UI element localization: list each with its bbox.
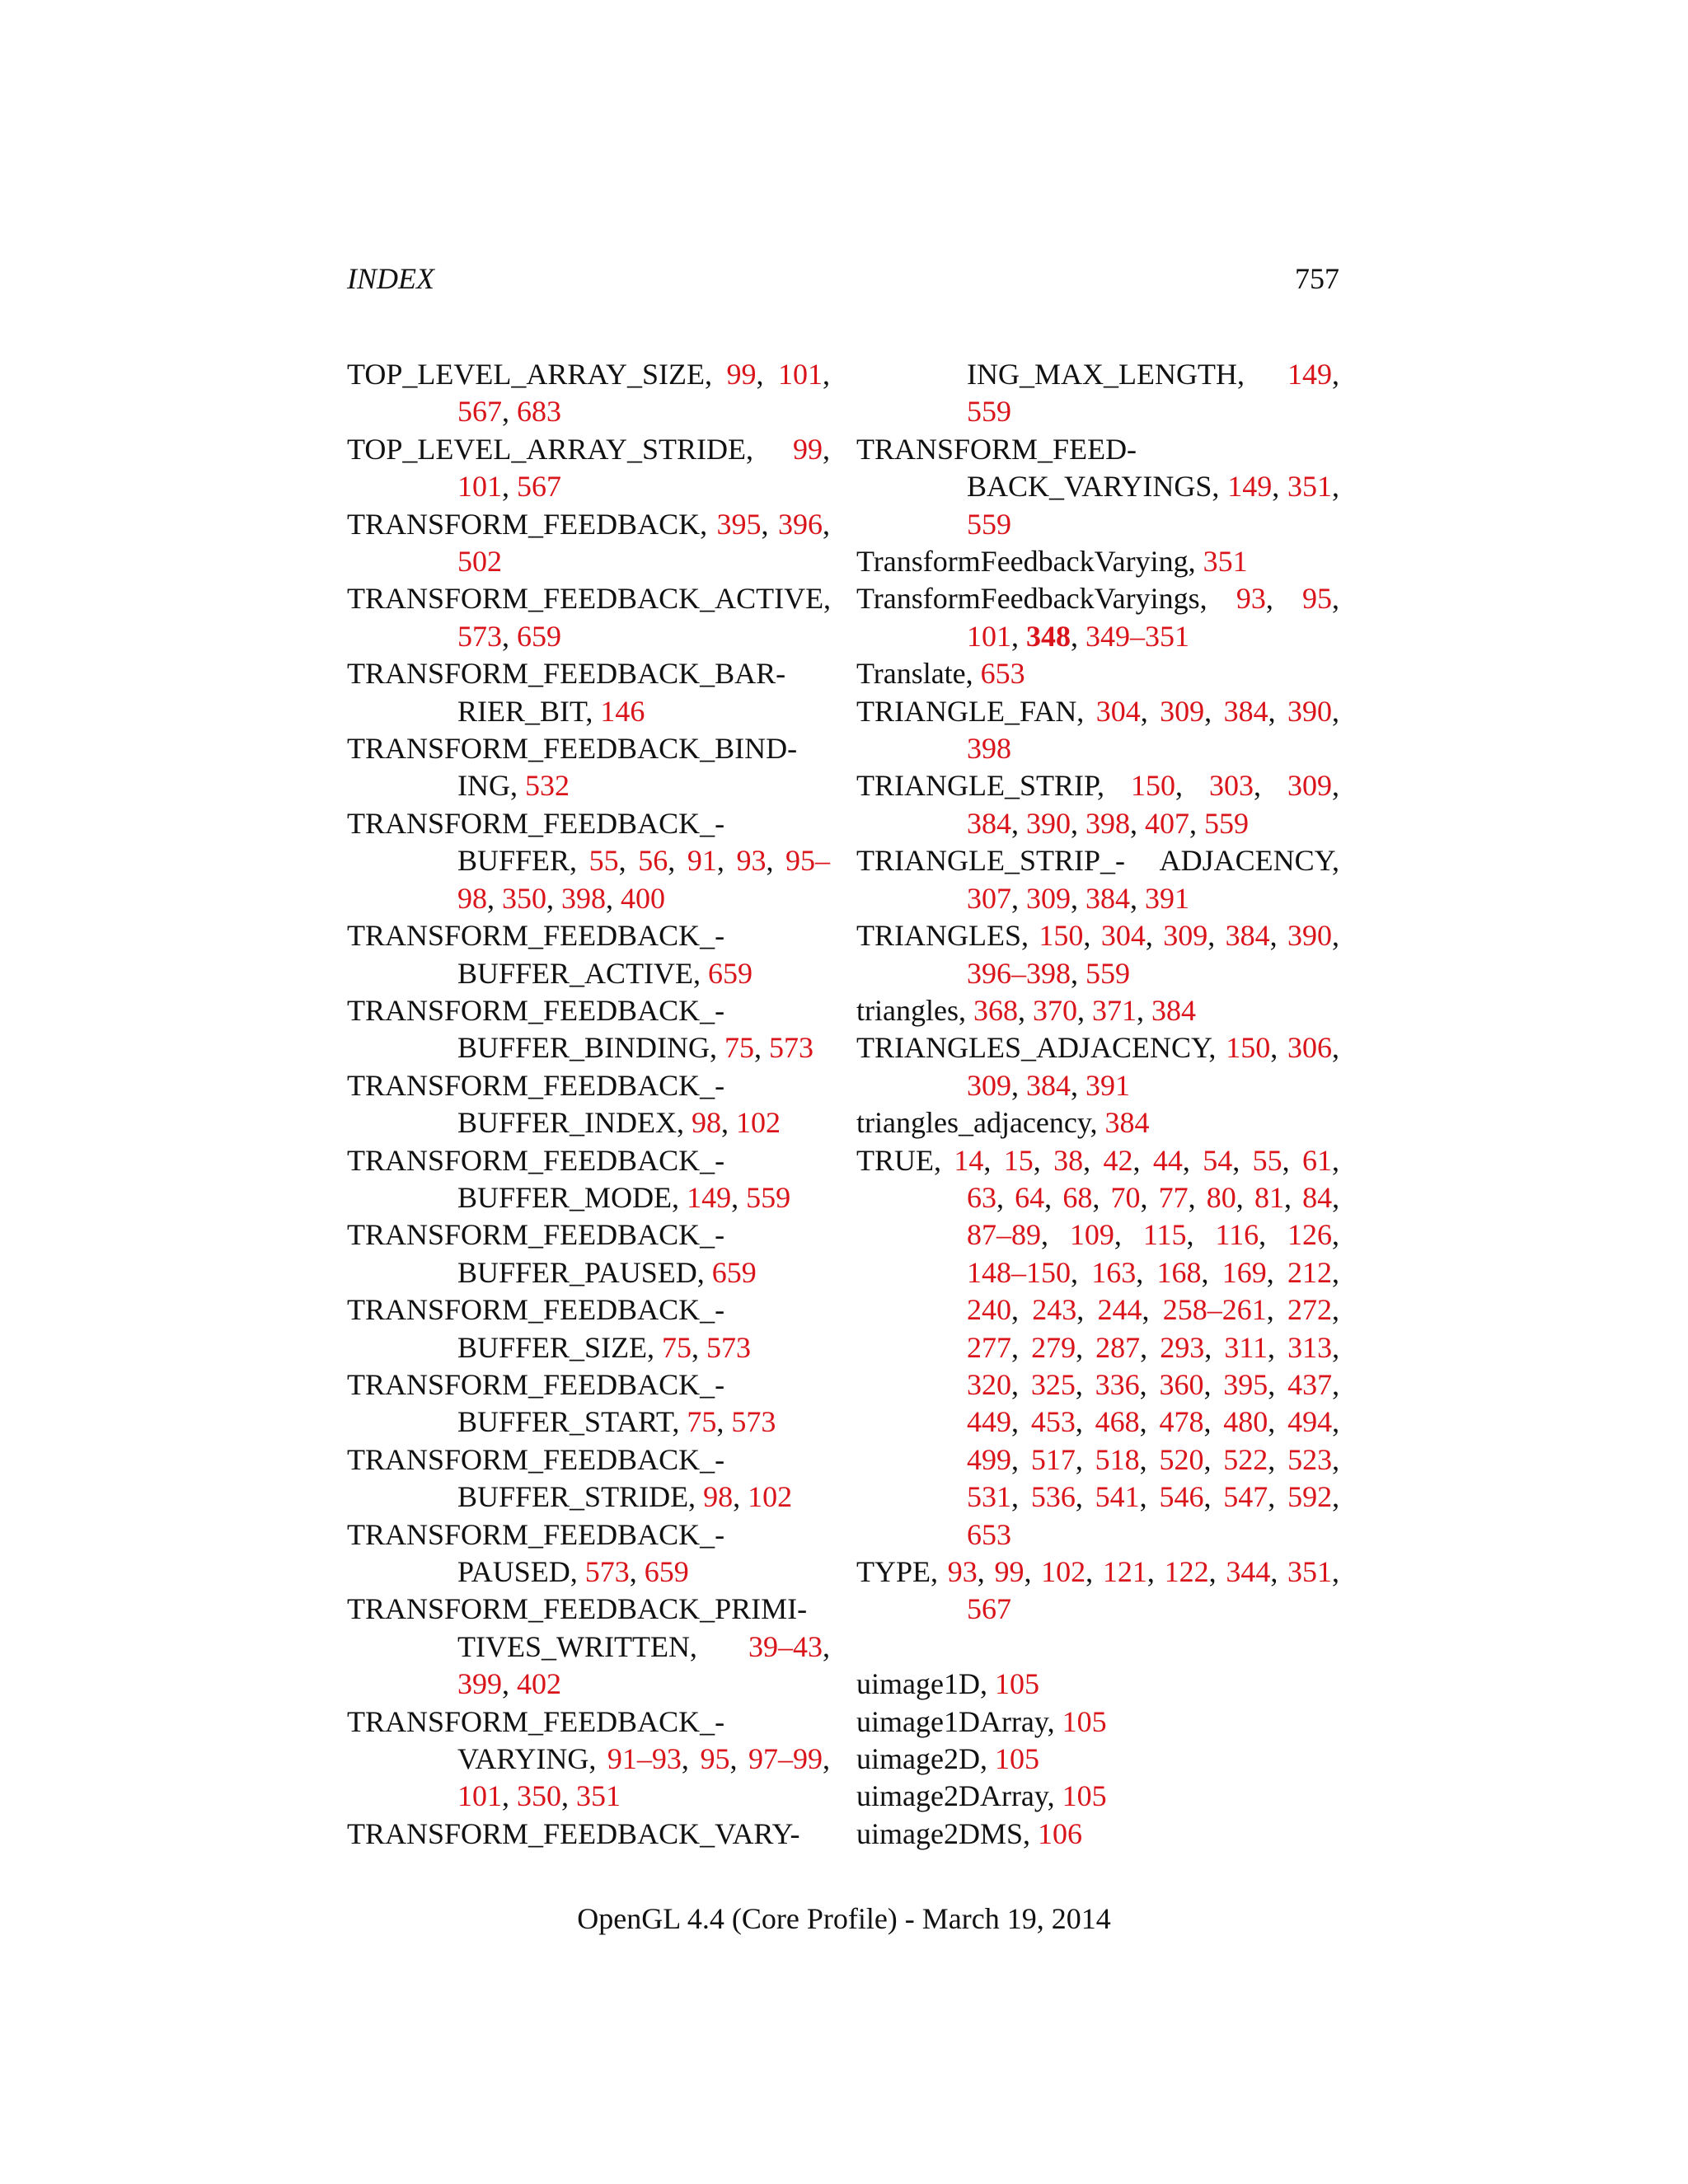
page-reference-link[interactable]: 91 <box>687 844 717 878</box>
page-number: 757 <box>1295 262 1339 295</box>
page-reference-link[interactable]: 105 <box>994 1667 1039 1701</box>
page-reference-link[interactable]: 536 <box>1030 1480 1076 1514</box>
letter-group-gap <box>856 1629 1339 1666</box>
index-entry: TRIANGLES, 150, 304, 309, 384, 390, 396–398, 559 <box>856 919 1340 990</box>
page-reference-link[interactable]: 64 <box>1015 1180 1045 1214</box>
page-reference-link[interactable]: 122 <box>1164 1555 1209 1588</box>
index-entry <box>347 730 830 805</box>
index-term: TRIANGLE_STRIP, <box>856 769 1105 803</box>
index-entry: TRANSFORM_FEEDBACK_PRIMI- TIVES_WRITTEN, 39–43, 399, 402 <box>347 1592 830 1701</box>
index-term: TRANSFORM_FEEDBACK_PRIMI- TIVES_WRITTEN, <box>347 1592 808 1663</box>
page-reference-link[interactable]: 149 <box>1227 470 1273 504</box>
page-reference-link[interactable]: 105 <box>994 1742 1039 1776</box>
page-reference-link[interactable]: 309 <box>1160 694 1205 728</box>
page-reference-link[interactable]: 150 <box>1226 1031 1271 1065</box>
page-reference-link[interactable]: 303 <box>1209 769 1254 803</box>
index-term: TRANSFORM_FEEDBACK_- BUFFER_BINDING, <box>347 993 725 1065</box>
page-reference-link[interactable]: 116 <box>1215 1218 1259 1252</box>
page-reference-link[interactable]: 522 <box>1223 1442 1268 1476</box>
page-reference-link[interactable]: 659 <box>517 619 561 653</box>
page-reference-link[interactable]: 395 <box>716 507 762 541</box>
index-term: TRANSFORM_FEEDBACK_- PAUSED, <box>347 1517 725 1588</box>
page-reference-link[interactable]: 399 <box>457 1667 502 1701</box>
index-entry: TRANSFORM_FEEDBACK_- BUFFER_START, 75, 573 <box>347 1367 776 1439</box>
page-reference-link[interactable]: 258–261 <box>1162 1293 1267 1327</box>
page-reference-link[interactable]: 468 <box>1095 1405 1140 1439</box>
index-entry <box>347 1216 830 1291</box>
index-entry <box>856 655 1339 692</box>
page-reference-link[interactable]: 350 <box>502 881 546 915</box>
page-reference-link[interactable]: 351 <box>1203 545 1248 579</box>
page-reference-link[interactable]: 95 <box>1302 582 1333 616</box>
page-reference-link[interactable]: 559 <box>1204 806 1249 840</box>
page-reference-link[interactable]: 243 <box>1032 1293 1077 1327</box>
page-reference-link[interactable]: 390 <box>1026 806 1071 840</box>
page-reference-link[interactable]: 101 <box>457 470 502 504</box>
page-reference-link[interactable]: 149 <box>687 1180 732 1214</box>
index-term: TRANSFORM_FEEDBACK_- BUFFER_MODE, <box>347 1143 725 1214</box>
page-reference-link[interactable]: 520 <box>1159 1442 1204 1476</box>
page-reference-link[interactable]: 396 <box>778 507 823 541</box>
page-reference-link[interactable]: 384 <box>1026 1068 1071 1102</box>
index-entry: TRANSFORM_FEEDBACK_- BUFFER_INDEX, 98, 102 <box>347 1068 781 1140</box>
page-reference-link[interactable]: 77 <box>1158 1180 1189 1214</box>
page-reference-link[interactable]: 80 <box>1206 1180 1236 1214</box>
index-column-right <box>856 356 1339 1853</box>
page-reference-link[interactable]: 212 <box>1287 1255 1332 1289</box>
index-entry: TRIANGLES_ADJACENCY, 150, 306, 309, 384, 391 <box>856 1031 1340 1102</box>
index-term: TransformFeedbackVarying, <box>856 545 1196 579</box>
page-reference-link[interactable]: 384 <box>1225 919 1270 953</box>
page-reference-link[interactable]: 244 <box>1097 1293 1142 1327</box>
index-entry <box>347 655 830 730</box>
page-reference-link[interactable]: 384 <box>967 806 1011 840</box>
page-reference-link[interactable]: 42 <box>1103 1143 1133 1177</box>
index-entry: TRANSFORM_FEEDBACK_- PAUSED, 573, 659 <box>347 1517 725 1588</box>
page-reference-link[interactable]: 277 <box>967 1330 1011 1364</box>
page-reference-link[interactable]: 518 <box>1095 1442 1140 1476</box>
page-reference-link[interactable]: 398 <box>1085 806 1130 840</box>
page-reference-link[interactable]: 168 <box>1156 1255 1202 1289</box>
page-reference-link[interactable]: 559 <box>1085 956 1130 990</box>
page-reference-link[interactable]: 102 <box>736 1106 781 1140</box>
page-reference-link[interactable]: 398 <box>967 732 1011 766</box>
index-entry: TRUE, 14, 15, 38, 42, 44, 54, 55, 61, 63, 64, 68, 70, 77, 80, 81, 84, 87–89, 109, 115, 116, 126, 148–150, 163, 168, 169, 212, 240, 243, 244, 258–261, 272, 277, 279, 287, 293, 311, 313, 320, 325, 336, 360, 395, 437, 449, 453, 468, 478, 480, 494, 499, 517, 518, 520, 522, 523, 531, 536, 541, 546, 547, 592, 653 <box>856 1143 1340 1551</box>
page-reference-link[interactable]: 98 <box>692 1106 722 1140</box>
page-reference-link[interactable]: 502 <box>457 545 502 579</box>
page-reference-link[interactable]: 105 <box>1062 1779 1107 1813</box>
page-reference-link[interactable]: 148–150 <box>967 1255 1071 1289</box>
index-entry: TRIANGLE_STRIP, 150, 303, 309, 384, 390, 398, 407, 559 <box>856 769 1340 840</box>
page-reference-link[interactable]: 293 <box>1160 1330 1205 1364</box>
page-reference-link[interactable]: 573 <box>584 1555 630 1588</box>
index-term: TRANSFORM_FEEDBACK, <box>347 507 708 541</box>
index-entry: TOP_LEVEL_ARRAY_STRIDE, 99, 101, 567 <box>347 432 830 504</box>
page-reference-link[interactable]: 573 <box>706 1330 752 1364</box>
page-reference-link[interactable]: 14 <box>954 1143 984 1177</box>
page-reference-link[interactable]: 109 <box>1069 1218 1114 1252</box>
index-term: TRANSFORM_FEEDBACK_VARY- <box>347 1816 800 1850</box>
page-reference-link[interactable]: 370 <box>1032 993 1077 1027</box>
page-reference-link[interactable]: 567 <box>967 1592 1011 1626</box>
index-entry <box>856 1666 1339 1703</box>
page-reference-link[interactable]: 546 <box>1159 1480 1204 1514</box>
page-reference-link[interactable]: 407 <box>1145 806 1189 840</box>
page-reference-link[interactable]: 567 <box>517 470 561 504</box>
page-reference-link[interactable]: 349–351 <box>1085 619 1189 653</box>
page-reference-link[interactable]: 653 <box>980 657 1025 691</box>
page-reference-link[interactable]: 453 <box>1030 1405 1076 1439</box>
page-reference-link[interactable]: 61 <box>1302 1143 1332 1177</box>
page-reference-link[interactable]: 70 <box>1110 1180 1141 1214</box>
page-reference-link[interactable]: 313 <box>1287 1330 1333 1364</box>
page-reference-link[interactable]: 559 <box>967 395 1011 429</box>
page-reference-link[interactable]: 304 <box>1100 919 1146 953</box>
index-term: Translate, <box>856 657 973 691</box>
page-reference-link[interactable]: 325 <box>1030 1367 1076 1401</box>
page-reference-link[interactable]: 499 <box>967 1442 1011 1476</box>
index-term: TRANSFORM_FEEDBACK_BAR- RIER_BIT, <box>347 657 786 728</box>
index-entry: TRANSFORM_FEEDBACK_- BUFFER_MODE, 149, 559 <box>347 1143 791 1214</box>
index-term: TOP_LEVEL_ARRAY_SIZE, <box>347 358 713 391</box>
index-term: TransformFeedbackVaryings, <box>856 582 1207 616</box>
index-entry <box>347 917 830 992</box>
index-term: TYPE, <box>856 1555 938 1588</box>
page-reference-link[interactable]: 101 <box>778 358 823 391</box>
page-reference-link[interactable]: 309 <box>1026 881 1071 915</box>
page-reference-link[interactable]: 75 <box>662 1330 692 1364</box>
index-entry: TRANSFORM_FEEDBACK_- BUFFER_SIZE, 75, 573 <box>347 1293 752 1364</box>
index-entry: TRANSFORM_FEED- BACK_VARYINGS, 149, 351, 559 <box>856 432 1339 541</box>
page-reference-link[interactable]: 311 <box>1224 1330 1268 1364</box>
page-reference-link[interactable]: 150 <box>1039 919 1084 953</box>
page-reference-link[interactable]: 567 <box>457 395 502 429</box>
index-entry <box>856 543 1339 580</box>
page-reference-link[interactable]: 81 <box>1254 1180 1284 1214</box>
page-reference-link[interactable]: 396–398 <box>967 956 1071 990</box>
page-reference-link[interactable]: 99 <box>994 1555 1025 1588</box>
page-reference-link[interactable]: 351 <box>1287 470 1332 504</box>
page-reference-link[interactable]: 91–93 <box>607 1742 682 1776</box>
section-title: INDEX <box>347 262 434 295</box>
index-term: uimage1DArray, <box>856 1704 1055 1738</box>
page-reference-link[interactable]: 106 <box>1038 1816 1082 1850</box>
index-term: TRANSFORM_FEED- BACK_VARYINGS, <box>856 432 1220 504</box>
page-reference-link[interactable]: 559 <box>967 507 1011 541</box>
page-reference-link[interactable]: 121 <box>1102 1555 1147 1588</box>
page-reference-link[interactable]: 573 <box>457 619 502 653</box>
index-term: TRANSFORM_FEEDBACK_- BUFFER_PAUSED, <box>347 1218 725 1289</box>
page-reference-link[interactable]: 532 <box>524 769 570 803</box>
page-reference-link[interactable]: 449 <box>967 1405 1011 1439</box>
page-reference-link[interactable]: 351 <box>576 1779 621 1813</box>
page-reference-link[interactable]: 371 <box>1091 993 1137 1027</box>
page-reference-link[interactable]: 517 <box>1030 1442 1076 1476</box>
page-reference-link[interactable]: 592 <box>1287 1480 1333 1514</box>
index-term: TRANSFORM_FEEDBACK_- BUFFER_ACTIVE, <box>347 919 725 990</box>
index-term: TOP_LEVEL_ARRAY_STRIDE, <box>347 432 754 466</box>
index-term: TRIANGLE_FAN, <box>856 694 1085 728</box>
page-reference-link[interactable]: 150 <box>1131 769 1176 803</box>
index-term: TRANSFORM_FEEDBACK_BIND- ING, <box>347 732 798 803</box>
index-term: TRIANGLES_ADJACENCY, <box>856 1031 1217 1065</box>
index-term: TRIANGLE_STRIP_- ADJACENCY, <box>856 844 1339 878</box>
page-reference-link[interactable]: 395 <box>1223 1367 1268 1401</box>
index-term: uimage2DMS, <box>856 1816 1030 1850</box>
page-reference-link[interactable]: 478 <box>1159 1405 1204 1439</box>
page-reference-link[interactable]: 304 <box>1095 694 1141 728</box>
page-reference-link[interactable]: 279 <box>1031 1330 1076 1364</box>
page-reference-link[interactable]: 75 <box>687 1405 717 1439</box>
page-reference-link[interactable]: 400 <box>621 881 665 915</box>
page-reference-link[interactable]: 309 <box>967 1068 1011 1102</box>
index-entry: TRIANGLE_STRIP_- ADJACENCY, 307, 309, 384, 391 <box>856 844 1339 915</box>
page-reference-link[interactable]: 437 <box>1287 1367 1333 1401</box>
page-reference-link[interactable]: 163 <box>1091 1255 1137 1289</box>
page-reference-link[interactable]: 102 <box>1041 1555 1086 1588</box>
page-reference-link[interactable]: 39–43 <box>748 1629 823 1663</box>
index-entry <box>856 1778 1339 1815</box>
index-term: TRANSFORM_FEEDBACK_- BUFFER, <box>347 806 725 878</box>
page-reference-link[interactable]: 63 <box>967 1180 996 1214</box>
page-reference-link[interactable]: 531 <box>967 1480 1011 1514</box>
page-reference-link[interactable]: 126 <box>1287 1218 1333 1252</box>
page-reference-link[interactable]: 384 <box>1085 881 1130 915</box>
index-entry: TRANSFORM_FEEDBACK_- BUFFER_BINDING, 75, 573 <box>347 993 814 1065</box>
page-reference-link[interactable]: 84 <box>1302 1180 1333 1214</box>
running-head <box>347 257 1339 300</box>
page-reference-link[interactable]: 68 <box>1062 1180 1093 1214</box>
page-reference-link[interactable]: 99 <box>726 358 757 391</box>
index-entry: TRANSFORM_FEEDBACK_ACTIVE, 573, 659 <box>347 582 832 653</box>
index-entry <box>856 1816 1339 1853</box>
index-entry: TRANSFORM_FEEDBACK_- BUFFER_STRIDE, 98, 102 <box>347 1442 793 1514</box>
page-reference-link[interactable]: 659 <box>708 956 753 990</box>
page-reference-link[interactable]: 683 <box>517 395 561 429</box>
page-reference-link[interactable]: 38 <box>1053 1143 1084 1177</box>
page-reference-link[interactable]: 97–99 <box>748 1742 823 1776</box>
index-column-left <box>347 356 830 1853</box>
page-reference-link[interactable]: 93 <box>736 844 767 878</box>
page-reference-link[interactable]: 309 <box>1287 769 1333 803</box>
index-term: uimage2DArray, <box>856 1779 1055 1813</box>
index-entry: triangles, 368, 370, 371, 384 <box>856 993 1196 1027</box>
index-entry <box>856 1104 1339 1141</box>
page-reference-link[interactable]: 75 <box>724 1031 755 1065</box>
page-reference-link[interactable]: 402 <box>517 1667 561 1701</box>
page-reference-link[interactable]: 573 <box>731 1405 776 1439</box>
page-reference-link[interactable]: 541 <box>1095 1480 1140 1514</box>
page-reference-link[interactable]: 659 <box>711 1255 757 1289</box>
page-reference-link[interactable]: 320 <box>967 1367 1011 1401</box>
page-reference-link[interactable]: 391 <box>1145 881 1189 915</box>
page-reference-link[interactable]: 169 <box>1221 1255 1267 1289</box>
page-reference-link[interactable]: 149 <box>1287 358 1332 391</box>
page-reference-link[interactable]: 547 <box>1223 1480 1268 1514</box>
page-reference-link[interactable]: 653 <box>967 1517 1011 1551</box>
page-reference-link[interactable]: 105 <box>1062 1704 1107 1738</box>
page-reference-link[interactable]: 240 <box>967 1293 1011 1327</box>
page-reference-link[interactable]: 384 <box>1104 1106 1150 1140</box>
page-reference-link[interactable]: 350 <box>517 1779 561 1813</box>
page-reference-link[interactable]: 115 <box>1142 1218 1187 1252</box>
page-reference-link[interactable]: 391 <box>1085 1068 1130 1102</box>
index-entry: TransformFeedbackVaryings, 93, 95, 101, 348, 349–351 <box>856 582 1340 653</box>
page-reference-link[interactable]: 573 <box>769 1031 814 1065</box>
index-term: uimage2D, <box>856 1742 987 1776</box>
page-reference-link[interactable]: 390 <box>1287 694 1332 728</box>
page-reference-link[interactable]: 559 <box>746 1180 791 1214</box>
page-reference-link[interactable]: 306 <box>1287 1031 1333 1065</box>
page-reference-link[interactable]: 15 <box>1003 1143 1034 1177</box>
page-reference-link[interactable]: 56 <box>638 844 668 878</box>
index-term: TRANSFORM_FEEDBACK_- BUFFER_INDEX, <box>347 1068 725 1140</box>
index-entry: ING_MAX_LENGTH, 149, 559 <box>967 358 1339 429</box>
index-term: triangles_adjacency, <box>856 1106 1098 1140</box>
page-reference-link[interactable]: 99 <box>793 432 823 466</box>
index-term: TRIANGLES, <box>856 919 1029 953</box>
page-reference-link[interactable]: 44 <box>1152 1143 1183 1177</box>
page-reference-link[interactable]: 95 <box>700 1742 730 1776</box>
page-reference-link[interactable]: 102 <box>748 1480 793 1514</box>
page-reference-link[interactable]: 523 <box>1287 1442 1333 1476</box>
index-entry: TRANSFORM_FEEDBACK_- VARYING, 91–93, 95, 97–99, 101, 350, 351 <box>347 1704 831 1813</box>
page-reference-link[interactable]: 384 <box>1151 993 1196 1027</box>
page-reference-link[interactable]: 348 <box>1026 619 1071 653</box>
page-reference-link[interactable]: 307 <box>967 881 1011 915</box>
index-term: triangles, <box>856 993 966 1027</box>
page-reference-link[interactable]: 384 <box>1223 694 1268 728</box>
page-reference-link[interactable]: 101 <box>457 1779 502 1813</box>
page-reference-link[interactable]: 659 <box>644 1555 689 1588</box>
page-reference-link[interactable]: 360 <box>1159 1367 1204 1401</box>
index-term: TRANSFORM_FEEDBACK_- BUFFER_SIZE, <box>347 1293 725 1364</box>
index-term: ING_MAX_LENGTH, <box>967 358 1245 391</box>
index-entry: TOP_LEVEL_ARRAY_SIZE, 99, 101, 567, 683 <box>347 358 830 429</box>
index-term: uimage1D, <box>856 1667 987 1701</box>
page-reference-link[interactable]: 390 <box>1287 919 1333 953</box>
page-reference-link[interactable]: 344 <box>1226 1555 1271 1588</box>
index-entry <box>856 1704 1339 1741</box>
page-reference-link[interactable]: 351 <box>1287 1555 1333 1588</box>
page-reference-link[interactable]: 336 <box>1095 1367 1140 1401</box>
page-reference-link[interactable]: 54 <box>1203 1143 1233 1177</box>
page-reference-link[interactable]: 494 <box>1287 1405 1333 1439</box>
index-term: TRANSFORM_FEEDBACK_- BUFFER_STRIDE, <box>347 1442 725 1514</box>
page-reference-link[interactable]: 55 <box>588 844 619 878</box>
page-reference-link[interactable]: 55 <box>1252 1143 1282 1177</box>
index-entry: TRANSFORM_FEEDBACK, 395, 396, 502 <box>347 507 830 579</box>
page-reference-link[interactable]: 287 <box>1095 1330 1141 1364</box>
page-reference-link[interactable]: 398 <box>561 881 606 915</box>
page-reference-link[interactable]: 95–98 <box>457 844 831 915</box>
index-term: TRUE, <box>856 1143 941 1177</box>
page-reference-link[interactable]: 146 <box>600 694 645 728</box>
index-entry: TRANSFORM_FEEDBACK_- BUFFER, 55, 56, 91, 93, 95–98, 350, 398, 400 <box>347 806 831 915</box>
index-term: TRANSFORM_FEEDBACK_- VARYING, <box>347 1704 725 1776</box>
page-reference-link[interactable]: 309 <box>1163 919 1208 953</box>
index-term: TRANSFORM_FEEDBACK_ACTIVE, <box>347 582 832 616</box>
index-entry <box>856 1741 1339 1778</box>
page-reference-link[interactable]: 480 <box>1223 1405 1268 1439</box>
index-entry: TYPE, 93, 99, 102, 121, 122, 344, 351, 567 <box>856 1555 1340 1626</box>
page-reference-link[interactable]: 93 <box>1236 582 1266 616</box>
page-reference-link[interactable]: 87–89 <box>967 1218 1041 1252</box>
index-entry <box>347 1816 830 1853</box>
page-reference-link[interactable]: 272 <box>1287 1293 1332 1327</box>
page-reference-link[interactable]: 93 <box>947 1555 978 1588</box>
page-footer: OpenGL 4.4 (Core Profile) - March 19, 2014 <box>577 1902 1111 1935</box>
page-reference-link[interactable]: 98 <box>703 1480 734 1514</box>
index-entry: TRIANGLE_FAN, 304, 309, 384, 390, 398 <box>856 694 1339 766</box>
index-term: TRANSFORM_FEEDBACK_- BUFFER_START, <box>347 1367 725 1439</box>
page-reference-link[interactable]: 101 <box>967 619 1011 653</box>
page-reference-link[interactable]: 368 <box>973 993 1018 1027</box>
